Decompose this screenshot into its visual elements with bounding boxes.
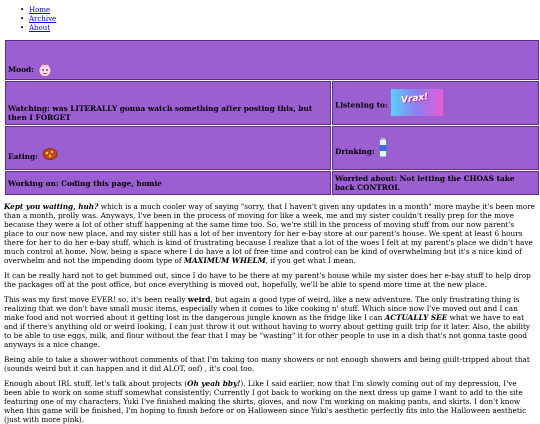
p3-text-d: what we have to eat and if there's anything old or weird looking, I can just throw it out without having to worry about getting guilt trip for it later. Also, the ability to be able to use eggs, milk, and flour without the fear that I may be "wasting" it for other people to use in a dish that's not gonna taste good anyways is a nice change. (4, 313, 531, 349)
soda-can-icon (378, 137, 388, 159)
listening-cell (332, 81, 539, 125)
worried-about-cell (332, 171, 539, 195)
nav-link-home[interactable]: Home (29, 6, 51, 14)
pizza-icon (42, 147, 58, 161)
listening-label: Listening to: (335, 100, 388, 110)
p1-lead: Kept you waiting, huh? (4, 202, 99, 211)
p3-text-a: This was my first move EVER! so, it's been really (4, 295, 188, 304)
p3-bold: weird (187, 295, 211, 304)
nav-link-about[interactable]: About (29, 24, 51, 32)
p3-text-c: , but again a good type of weird, like a new adventure. The only frustrating thing is realizing that we don't have small music items, especially when it comes to like cooking n' stuff. Which since now I've moved out and I can make food and not worried about it getting lost in the dangerous jungle known as the fridge like I can (4, 295, 520, 322)
drinking-label: Drinking: (335, 147, 375, 156)
paragraph-1 (4, 202, 536, 265)
status-table (4, 39, 540, 196)
p1-emphasis: MAXIMUM WHELM (183, 256, 266, 265)
p1-text-a: which is a much cooler way of saying "sorry, that I haven't given any updates in a month" more maybe it's been more than a month, prolly was. Anyways, I've been in the process of moving for like a week, me and my sister couldn't really prep for the move because they were a lot of other stuff happening at the same time too. So, we're still in the process of moving stuff from our now parent's place to our now new place, and my sister still has a lot of her inventory for her e-bay store at our parent's house. We spent at least 6 hours there for her to do her e-bay stuff, which is kind of frustrating because I realize that a lot of the woes I felt at my parent's place we didn't have much control at home. Now, being a space where I do have a lot of free time and control can be kind of overwhelming but it's a nice kind of overwhelm and not the impending doom type of (4, 202, 535, 265)
mood-label: Mood: (8, 65, 34, 74)
eating-cell (5, 126, 331, 170)
site-nav (0, 0, 540, 33)
blog-post (0, 202, 540, 424)
worried-about-label: Worried about: Not letting the CHOAS take back CONTROL (335, 174, 515, 192)
p5-text-b: ), Like I said earlier, now that I'm slowly coming out of my depression, I've been able to work on some stuff somewhat consistently; Currently I got back to working on the next dress up game I want to add to the site featuring one of my characters, Yuki I've finished making the shirts, gloves, and now I'm working on making pants, and skirts. I don't know when this game will be finished, I'm hoping to finish before or on Halloween since Yuki's aesthetic perfectly fits into the Halloween aesthetic (just with more pink). (4, 379, 527, 424)
p1-text-b: , if you get what I mean. (265, 256, 356, 265)
nav-item-home (20, 6, 540, 15)
paragraph-2: It can be really hard not to get bummed out, since I do have to be there at my parent's house while my sister does her e-bay stuff to help drop the packages off at the post office, but once everything is moved out, hopefully, we'll be able to spend more time at the new place. (4, 271, 531, 289)
p5-text-a: Enough about IRL stuff, let's talk about projects ( (4, 379, 188, 388)
mood-face-icon (38, 63, 52, 77)
p3-emphasis: ACTUALLY SEE (384, 313, 448, 322)
paragraph-5 (4, 379, 536, 424)
watching-label: Watching: was LITERALLY gonna watch something after posting this, but then I FORGET (8, 104, 313, 122)
watching-cell (5, 81, 331, 125)
album-art-text: Vrax! (400, 92, 430, 106)
working-on-cell (5, 171, 331, 195)
paragraph-4: Being able to take a shower without comments of that I'm taking too many showers or not enough showers and being guilt-tripped about that (sounds weird but it can happen and it did ALOT, oof) , it's cool too. (4, 355, 530, 373)
p5-emphasis: Oh yeah bby! (187, 379, 241, 388)
eating-label: Eating: (8, 152, 38, 161)
drinking-cell (332, 126, 539, 170)
nav-link-archive[interactable]: Archive (29, 15, 57, 23)
paragraph-3 (4, 295, 536, 349)
nav-item-about (20, 24, 540, 33)
album-art-image (391, 89, 443, 116)
mood-cell (5, 40, 539, 80)
working-on-label: Working on: Coding this page, homie (8, 178, 163, 188)
nav-item-archive (20, 15, 540, 24)
